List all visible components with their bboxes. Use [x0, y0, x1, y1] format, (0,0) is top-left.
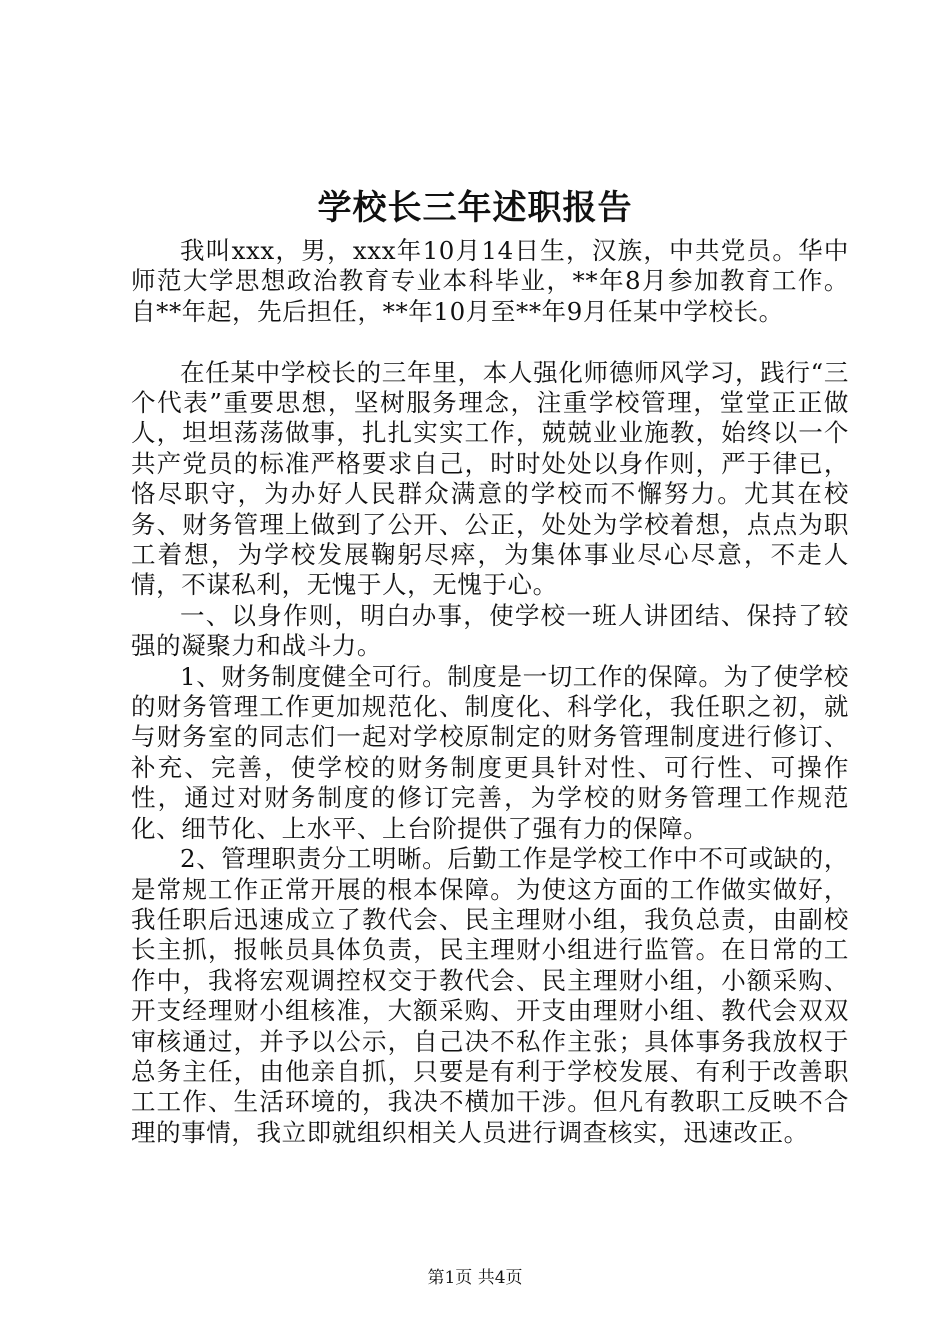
paragraph-summary: 在任某中学校长的三年里，本人强化师德师风学习，践行“三个代表”重要思想，坚树服务理念，注重学校管理，堂堂正正做人，坦坦荡荡做事，扎扎实实工作，兢兢业业施教，始终以一个共产党员的标准严格要求自己，时时处处以身作则，严于律已，恪尽职守，为办好人民群众满意的学校而不懈努力。尤其在校务、财务管理上做到了公开、公正，处处为学校着想，点点为职工着想，为学校发展鞠躬尽瘁，为集体事业尽心尽意，不走人情，不谋私利，无愧于人，无愧于心。: [131, 357, 849, 600]
page-footer: 第1页 共4页: [427, 1268, 523, 1288]
paragraph-section-heading: 一、以身作则，明白办事，使学校一班人讲团结、保持了较强的凝聚力和战斗力。: [131, 600, 849, 661]
paragraph-finance-system: 1、财务制度健全可行。制度是一切工作的保障。为了使学校的财务管理工作更加规范化、制度化、科学化，我任职之初，就与财务室的同志们一起对学校原制定的财务管理制度进行修订、补充、完善，使学校的财务制度更具针对性、可行性、可操作性，通过对财务制度的修订完善，为学校的财务管理工作规范化、细节化、上水平、上台阶提供了强有力的保障。: [131, 661, 849, 843]
document-body: [131, 236, 849, 1148]
paragraph-intro: 我叫xxx，男，xxx年10月14日生，汉族，中共党员。华中师范大学思想政治教育专业本科毕业，**年8月参加教育工作。自**年起，先后担任，**年10月至**年9月任某中学校长。: [131, 236, 849, 326]
document-title: 学校长三年述职报告: [317, 188, 633, 228]
paragraph-management-duties: 2、管理职责分工明晰。后勤工作是学校工作中不可或缺的，是常规工作正常开展的根本保障。为使这方面的工作做实做好，我任职后迅速成立了教代会、民主理财小组，我负总责，由副校长主抓，报帐员具体负责，民主理财小组进行监管。在日常的工作中，我将宏观调控权交于教代会、民主理财小组，小额采购、开支经理财小组核准，大额采购、开支由理财小组、教代会双双审核通过，并予以公示，自己决不私作主张；具体事务我放权于总务主任，由他亲自抓，只要是有利于学校发展、有利于改善职工工作、生活环境的，我决不横加干涉。但凡有教职工反映不合理的事情，我立即就组织相关人员进行调查核实，迅速改正。: [131, 844, 849, 1147]
